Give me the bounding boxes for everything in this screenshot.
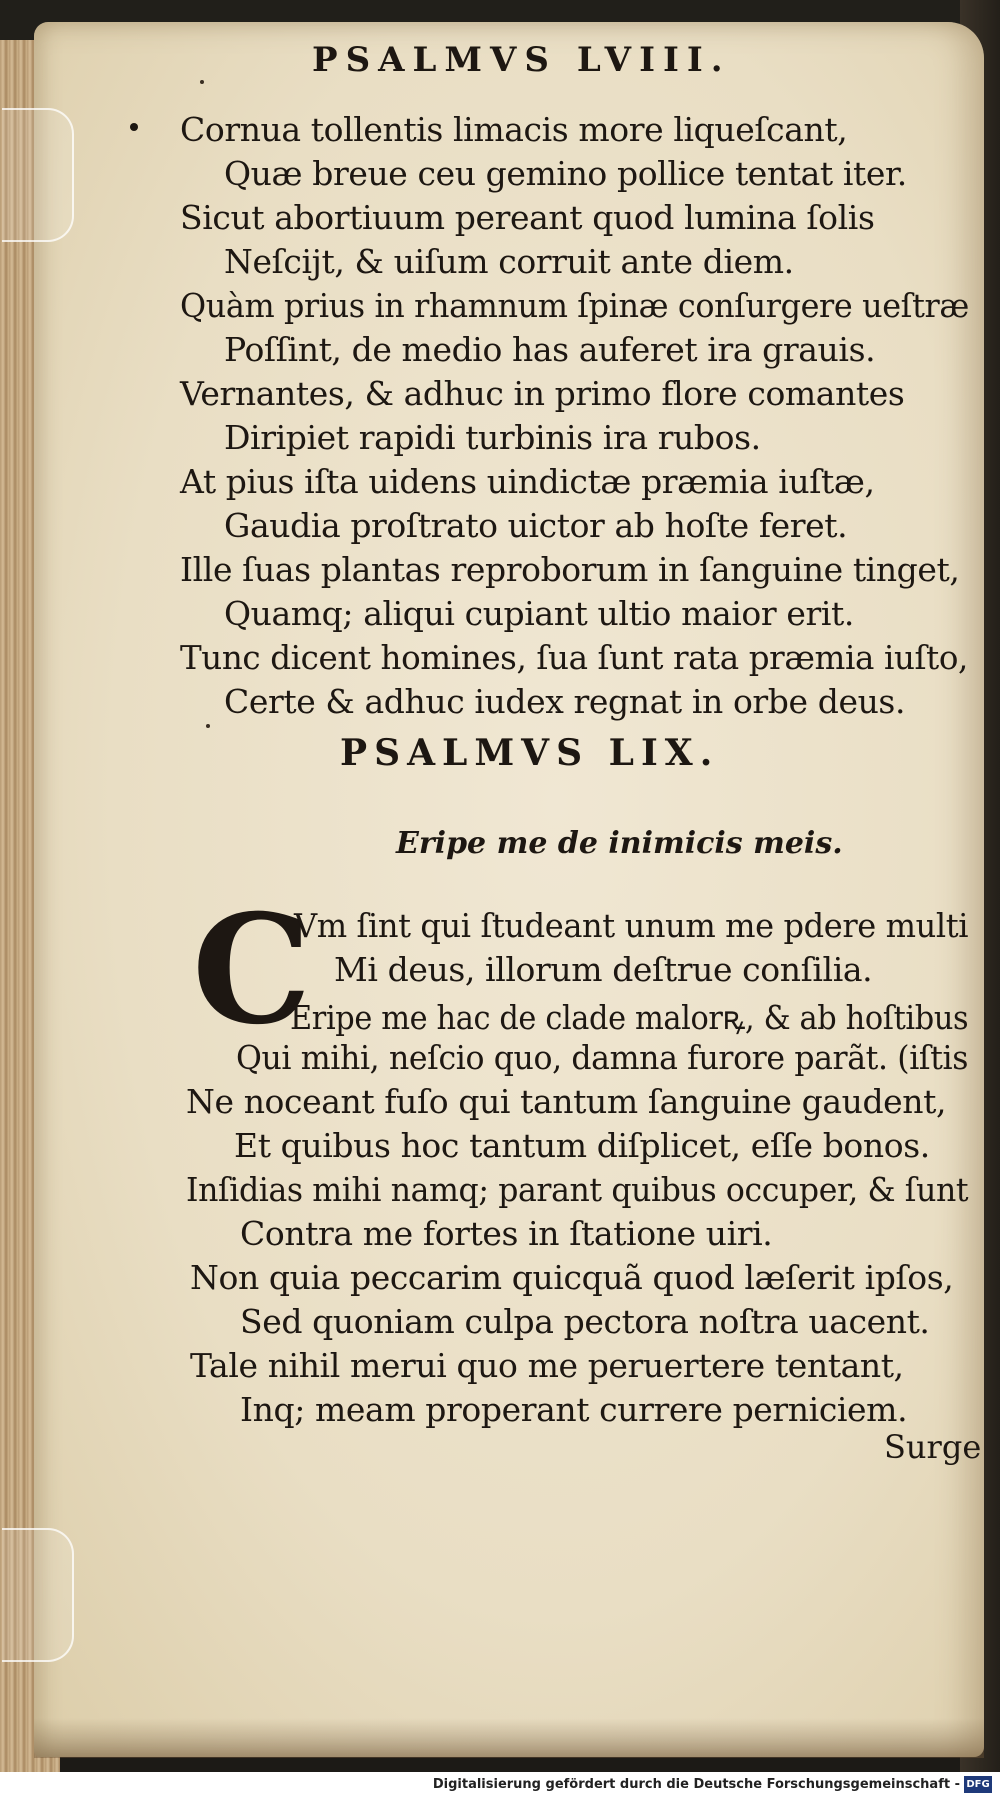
- verse-line: Eripe me hac de clade malorꝶ, & ab hoſtibus: [290, 998, 969, 1037]
- verse-line: Tale nihil merui quo me peruertere tentant,: [190, 1346, 904, 1385]
- verse-line: Diripiet rapidi turbinis ira rubos.: [224, 418, 761, 457]
- verse-line: Gaudia proſtrato uictor ab hoſte feret.: [224, 506, 848, 545]
- ink-speck: [200, 80, 204, 84]
- verse-line: Tunc dicent homines, ſua ſunt rata præmia iuſto,: [180, 638, 969, 677]
- funding-credit: Digitalisierung gefördert durch die Deutsche Forschungsgemeinschaft -: [432, 1777, 960, 1792]
- verse-line: Ne noceant fuſo qui tantum ſanguine gaudent,: [186, 1082, 947, 1121]
- verse-line: Poſſint, de medio has auferet ira grauis.: [224, 330, 876, 369]
- verse-line: Sed quoniam culpa pectora noſtra uacent.: [240, 1302, 930, 1341]
- verse-line: Inq; meam properant currere perniciem.: [240, 1390, 908, 1429]
- verse-line: Et quibus hoc tantum diſplicet, eſſe bonos.: [234, 1126, 930, 1165]
- verse-line: Vernantes, & adhuc in primo flore comantes: [180, 374, 905, 413]
- verse-line: Ille ſuas plantas reproborum in ſanguine tinget,: [180, 550, 960, 589]
- margin-dot: [130, 123, 138, 131]
- verse-line: Quàm prius in rhamnum ſpinæ conſurgere ueſtræ: [180, 286, 969, 325]
- verse-line: Qui mihi, neſcio quo, damna furore parãt. (iſtis: [236, 1038, 969, 1077]
- verse-line: Sicut abortiuum pereant quod lumina ſolis: [180, 198, 875, 237]
- dfg-logo: DFG: [964, 1776, 992, 1793]
- running-head: PSALMVS LVIII.: [312, 40, 731, 80]
- verse-line: Certe & adhuc iudex regnat in orbe deus.: [224, 682, 906, 721]
- verse-line: Quamq; aliqui cupiant ultio maior erit.: [224, 594, 854, 633]
- psalm-lix-heading: PSALMVS LIX.: [340, 732, 720, 774]
- verse-line: At pius iſta uidens uindictæ præmia iuſtæ,: [180, 462, 875, 501]
- verse-line: Inſidias mihi namq; parant quibus occuper, & ſunt: [186, 1170, 969, 1209]
- verse-line: Cornua tollentis limacis more liqueſcant,: [180, 110, 848, 149]
- catchword: Surge: [884, 1428, 982, 1466]
- verse-line: Vm ſint qui ſtudeant unum me pdere multi: [294, 906, 969, 945]
- verse-line: Mi deus, illorum deſtrue conſilia.: [334, 950, 873, 989]
- psalm-lix-subtitle: Eripe me de inimicis meis.: [396, 826, 843, 861]
- verse-line: Neſcijt, & uiſum corruit ante diem.: [224, 242, 794, 281]
- verse-line: Contra me fortes in ſtatione uiri.: [240, 1214, 773, 1253]
- ink-speck: [206, 724, 210, 728]
- verse-line: Non quia peccarim quicquã quod læſerit ipſos,: [190, 1258, 954, 1297]
- verse-line: Quæ breue ceu gemino pollice tentat iter.: [224, 154, 907, 193]
- drop-capital: C: [192, 882, 312, 1058]
